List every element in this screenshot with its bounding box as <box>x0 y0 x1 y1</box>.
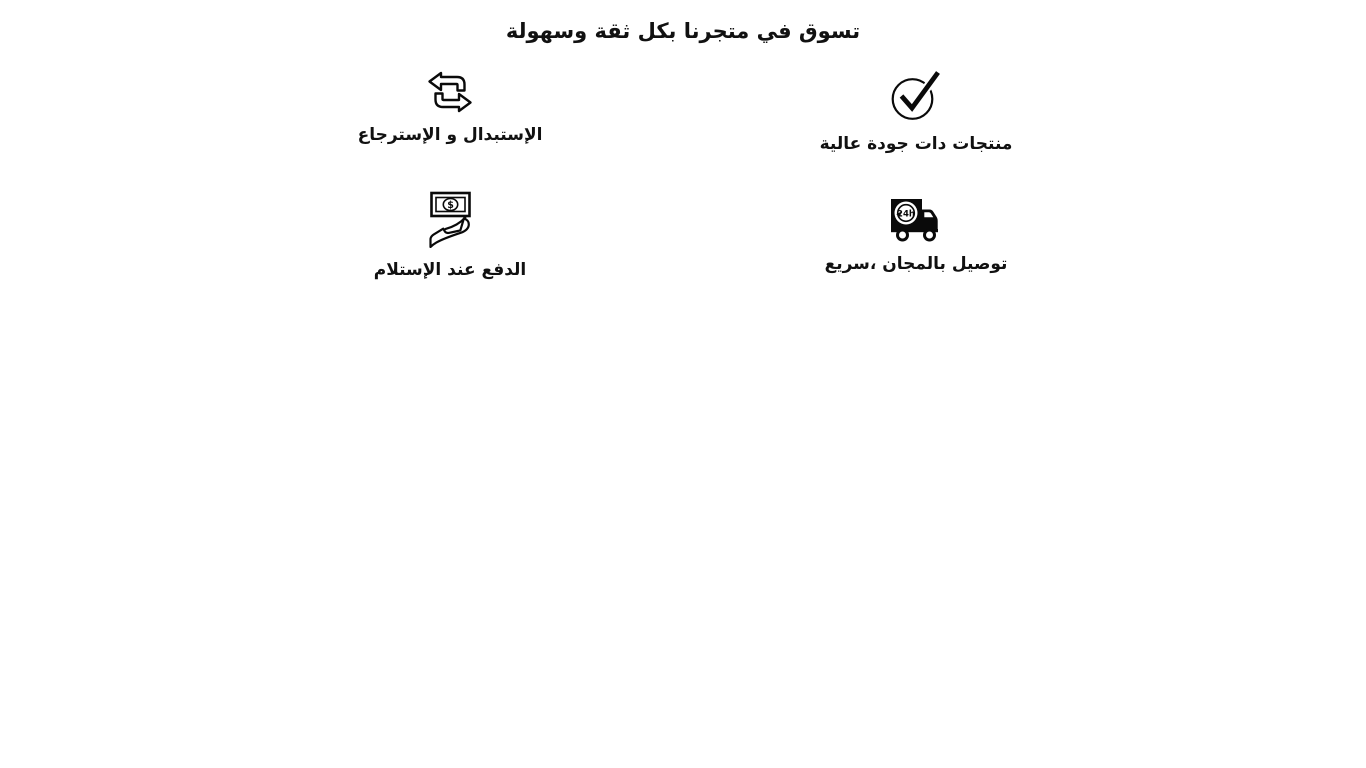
banknote-currency-symbol: $ <box>447 200 454 212</box>
delivery-truck-24h-icon <box>889 194 943 242</box>
cash-in-hand-icon <box>424 190 476 248</box>
feature-fast-free-delivery <box>683 188 1149 280</box>
exchange-arrows-icon <box>427 71 473 113</box>
page-title: تسوق في متجرنا بكل ثقة وسهولة <box>505 19 861 43</box>
feature-label-exchange-and-return: الإستبدال و الإسترجاع <box>357 125 543 145</box>
check-circle-icon <box>890 66 942 122</box>
feature-label-high-quality-products: منتجات دات جودة عالية <box>819 134 1013 154</box>
feature-high-quality-products <box>683 66 1149 154</box>
features-grid <box>217 66 1149 280</box>
feature-label-cash-on-delivery: الدفع عند الإستلام <box>373 260 527 280</box>
feature-cash-on-delivery <box>217 188 683 280</box>
feature-exchange-and-return <box>217 66 683 154</box>
feature-label-fast-free-delivery: توصيل بالمجان ،سريع <box>824 254 1008 274</box>
truck-24h-badge: 24h <box>897 209 915 220</box>
